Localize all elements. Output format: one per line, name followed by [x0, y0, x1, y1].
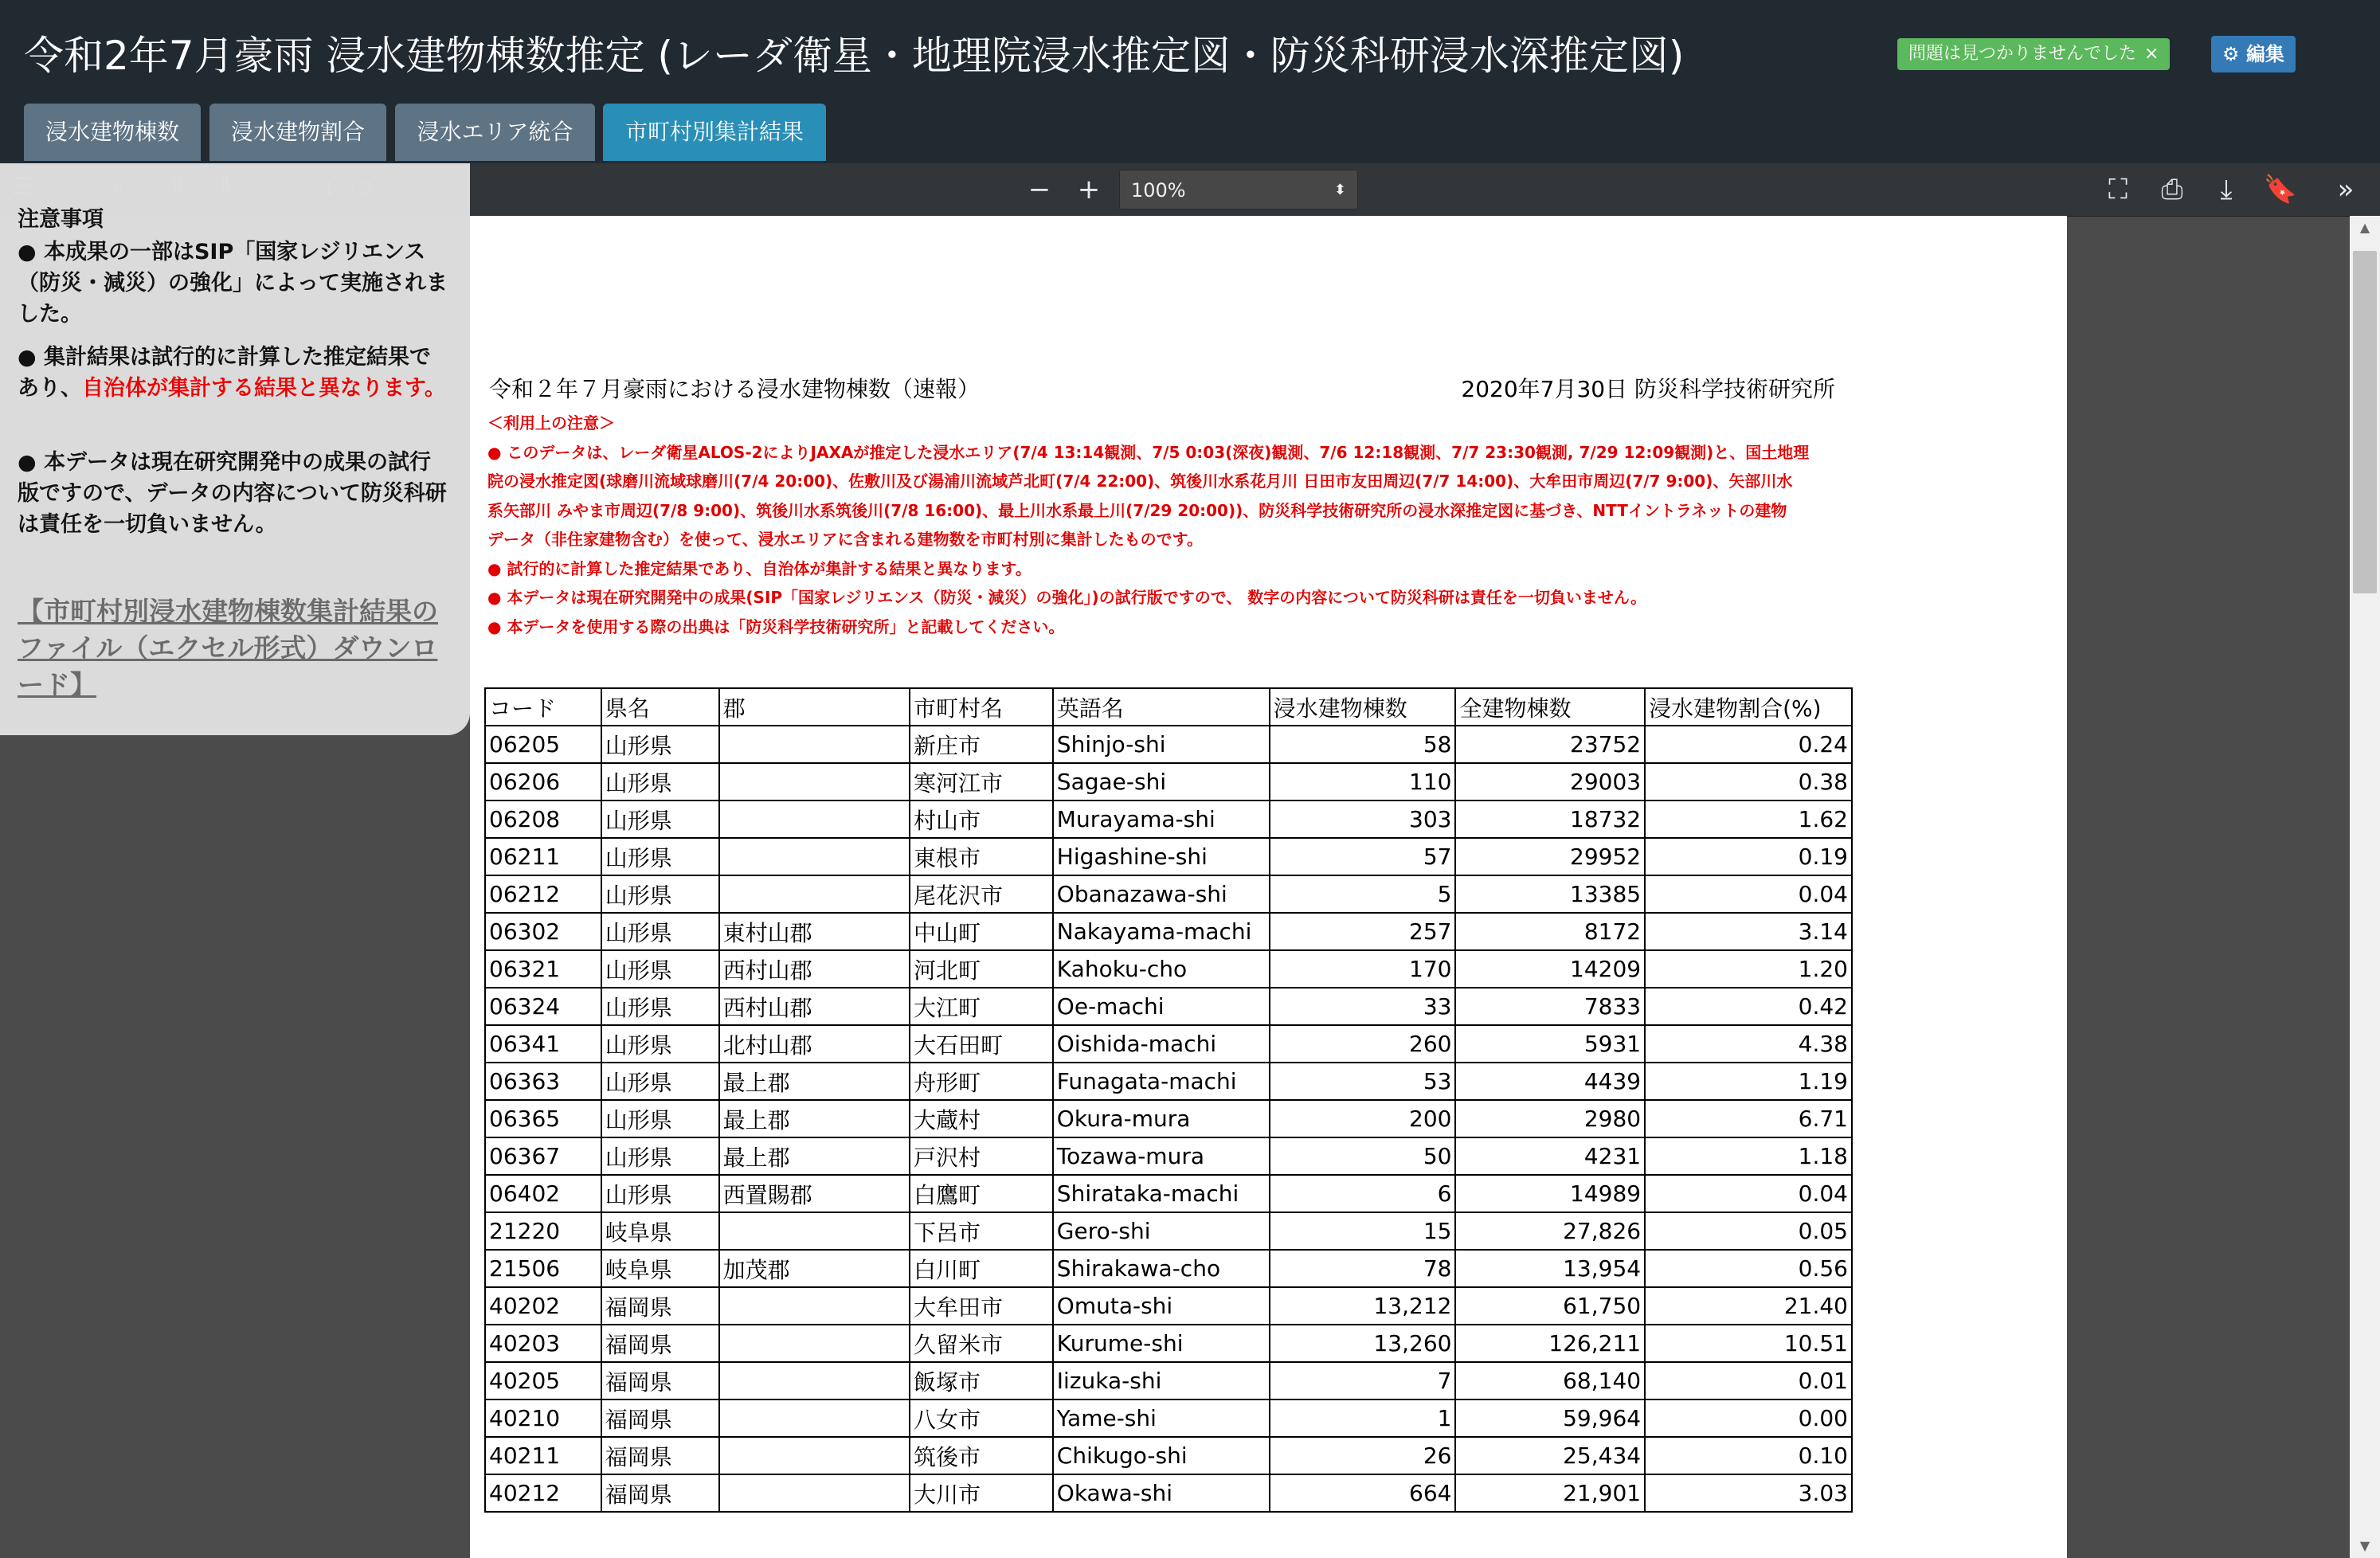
cell-flooded-count: 260 — [1270, 1025, 1456, 1063]
cell-municipality: 下呂市 — [910, 1212, 1053, 1250]
cell-flooded-count: 664 — [1270, 1474, 1456, 1512]
cell-prefecture: 山形県 — [601, 838, 719, 875]
cell-code: 06367 — [485, 1137, 601, 1175]
notice-item-2 — [18, 342, 448, 404]
cell-code: 06341 — [485, 1025, 601, 1063]
cell-flooded-count: 26 — [1270, 1437, 1456, 1474]
cell-flooded-count: 53 — [1270, 1063, 1456, 1100]
cell-municipality: 東根市 — [910, 838, 1053, 875]
cell-district — [719, 1287, 910, 1325]
gear-icon: ⚙ — [2222, 43, 2240, 65]
cell-district — [719, 1325, 910, 1362]
cell-english-name: Gero-shi — [1053, 1212, 1270, 1250]
cell-english-name: Kurume-shi — [1053, 1325, 1270, 1362]
column-header: 浸水建物割合(%) — [1645, 688, 1852, 726]
fullscreen-icon[interactable]: ⛶ — [2108, 174, 2128, 206]
cell-flooded-ratio: 1.20 — [1645, 950, 1852, 988]
cell-district: 東村山郡 — [719, 913, 910, 950]
cell-flooded-count: 13,212 — [1270, 1287, 1456, 1325]
document-title: 令和２年７月豪雨における浸水建物棟数（速報） — [489, 376, 981, 402]
cell-flooded-count: 13,260 — [1270, 1325, 1456, 1362]
cell-prefecture: 山形県 — [601, 950, 719, 988]
cell-english-name: Funagata-machi — [1053, 1063, 1270, 1100]
cell-total-count: 8172 — [1455, 913, 1645, 950]
scroll-up-icon[interactable]: ▲ — [2359, 220, 2370, 235]
cell-code: 06212 — [485, 875, 601, 913]
cell-district: 西村山郡 — [719, 988, 910, 1025]
cell-flooded-ratio: 3.14 — [1645, 913, 1852, 950]
excel-download-link[interactable]: 【市町村別浸水建物棟数集計結果のファイル（エクセル形式）ダウンロード】 — [18, 596, 438, 700]
pdf-page — [470, 216, 2067, 1558]
cell-prefecture: 福岡県 — [601, 1325, 719, 1362]
cell-flooded-ratio: 0.04 — [1645, 1175, 1852, 1212]
cell-municipality: 八女市 — [910, 1399, 1053, 1437]
cell-code: 06302 — [485, 913, 601, 950]
cell-municipality: 筑後市 — [910, 1437, 1053, 1474]
cell-prefecture: 岐阜県 — [601, 1250, 719, 1287]
cell-total-count: 68,140 — [1455, 1362, 1645, 1399]
document-date-org: 2020年7月30日 防災科学技術研究所 — [1461, 376, 1835, 402]
table-header-row — [485, 688, 1852, 726]
cell-english-name: Shirakawa-cho — [1053, 1250, 1270, 1287]
cell-district: 西村山郡 — [719, 950, 910, 988]
table-row — [485, 1175, 1852, 1212]
close-icon[interactable]: × — [2144, 44, 2159, 64]
cell-code: 21506 — [485, 1250, 601, 1287]
table-row — [485, 726, 1852, 763]
cell-prefecture: 山形県 — [601, 875, 719, 913]
cell-code: 40202 — [485, 1287, 601, 1325]
notice-item-1: ● 本成果の一部はSIP「国家レジリエンス（防災・減災）の強化」によって実施されました。 — [18, 240, 448, 327]
cell-district — [719, 726, 910, 763]
zoom-select[interactable] — [1119, 170, 1358, 209]
cell-prefecture: 山形県 — [601, 1100, 719, 1137]
cell-total-count: 14209 — [1455, 950, 1645, 988]
notice-item-2-text: ● 集計結果は試行的に計算した推定結果であり、 — [18, 345, 431, 401]
cell-prefecture: 山形県 — [601, 763, 719, 801]
status-badge — [1897, 38, 2170, 70]
app-header — [0, 0, 2380, 163]
cell-prefecture: 福岡県 — [601, 1287, 719, 1325]
cell-flooded-ratio: 0.24 — [1645, 726, 1852, 763]
status-badge-label: 問題は見つかりませんでした — [1908, 44, 2137, 64]
usage-note-1-cont: データ（非住家建物含む）を使って、浸水エリアに含まれる建物数を市町村別に集計したものです。 — [487, 530, 1203, 549]
table-row — [485, 875, 1852, 913]
cell-code: 06205 — [485, 726, 601, 763]
cell-flooded-ratio: 21.40 — [1645, 1287, 1852, 1325]
cell-flooded-ratio: 1.18 — [1645, 1137, 1852, 1175]
cell-total-count: 13,954 — [1455, 1250, 1645, 1287]
cell-prefecture: 福岡県 — [601, 1474, 719, 1512]
cell-flooded-count: 33 — [1270, 988, 1456, 1025]
usage-notes — [487, 409, 1857, 641]
cell-english-name: Murayama-shi — [1053, 801, 1270, 838]
notice-item-3: ● 本データは現在研究開発中の成果の試行版ですので、データの内容について防災科研は責任を一切負いません。 — [18, 450, 447, 537]
cell-flooded-count: 257 — [1270, 913, 1456, 950]
chevron-updown-icon: ⬍ — [1333, 182, 1346, 198]
cell-prefecture: 山形県 — [601, 1175, 719, 1212]
cell-english-name: Shirataka-machi — [1053, 1175, 1270, 1212]
cell-code: 06365 — [485, 1100, 601, 1137]
cell-flooded-ratio: 0.01 — [1645, 1362, 1852, 1399]
cell-flooded-ratio: 0.42 — [1645, 988, 1852, 1025]
cell-municipality: 大牟田市 — [910, 1287, 1053, 1325]
table-row — [485, 1100, 1852, 1137]
edit-button-label: 編集 — [2245, 43, 2284, 65]
cell-english-name: Tozawa-mura — [1053, 1137, 1270, 1175]
cell-municipality: 白川町 — [910, 1250, 1053, 1287]
cell-flooded-ratio: 1.62 — [1645, 801, 1852, 838]
table-row — [485, 988, 1852, 1025]
cell-prefecture: 山形県 — [601, 1137, 719, 1175]
cell-english-name: Obanazawa-shi — [1053, 875, 1270, 913]
cell-flooded-ratio: 0.04 — [1645, 875, 1852, 913]
cell-municipality: 寒河江市 — [910, 763, 1053, 801]
print-icon[interactable]: ⎙ — [2161, 174, 2183, 206]
cell-english-name: Omuta-shi — [1053, 1287, 1270, 1325]
cell-district — [719, 801, 910, 838]
usage-note-4: ● 本データを使用する際の出典は「防災科学技術研究所」と記載してください。 — [487, 617, 1065, 636]
cell-total-count: 4231 — [1455, 1137, 1645, 1175]
cell-code: 40203 — [485, 1325, 601, 1362]
table-row — [485, 838, 1852, 875]
cell-district — [719, 1362, 910, 1399]
bookmark-icon[interactable]: 🔖 — [2263, 174, 2298, 206]
column-header: 浸水建物棟数 — [1270, 688, 1456, 726]
cell-code: 06363 — [485, 1063, 601, 1100]
cell-flooded-ratio: 0.38 — [1645, 763, 1852, 801]
cell-flooded-ratio: 1.19 — [1645, 1063, 1852, 1100]
tab-municipal-results[interactable]: 市町村別集計結果 — [603, 104, 826, 161]
usage-note-1-cont: 院の浸水推定図(球磨川流域球磨川(7/4 20:00)、佐敷川及び湯浦川流域芦北町(7/4 22:00)、筑後川水系花月川 日田市友田周辺(7/7 14:00)、大牟田市周辺(7/7 9:00)、矢部川水 — [487, 472, 1793, 491]
column-header: 全建物棟数 — [1455, 688, 1645, 726]
cell-district — [719, 1474, 910, 1512]
table-row — [485, 1212, 1852, 1250]
column-header: コード — [485, 688, 601, 726]
zoom-out-button[interactable]: − — [1028, 174, 1051, 206]
cell-english-name: Higashine-shi — [1053, 838, 1270, 875]
cell-district: 加茂郡 — [719, 1250, 910, 1287]
cell-municipality: 白鷹町 — [910, 1175, 1053, 1212]
cell-english-name: Nakayama-machi — [1053, 913, 1270, 950]
cell-district: 最上郡 — [719, 1063, 910, 1100]
tab-flooded-buildings[interactable]: 浸水建物棟数 — [24, 104, 201, 161]
usage-note-2: ● 試行的に計算した推定結果であり、自治体が集計する結果と異なります。 — [487, 558, 1031, 578]
notice-item-2-highlight: 自治体が集計する結果と異なります。 — [82, 376, 446, 401]
cell-district: 最上郡 — [719, 1100, 910, 1137]
cell-municipality: 飯塚市 — [910, 1362, 1053, 1399]
results-table — [484, 687, 1853, 1513]
cell-english-name: Oe-machi — [1053, 988, 1270, 1025]
cell-prefecture: 山形県 — [601, 726, 719, 763]
cell-english-name: Shinjo-shi — [1053, 726, 1270, 763]
cell-code: 06211 — [485, 838, 601, 875]
cell-flooded-count: 78 — [1270, 1250, 1456, 1287]
cell-municipality: 河北町 — [910, 950, 1053, 988]
cell-english-name: Chikugo-shi — [1053, 1437, 1270, 1474]
cell-code: 40212 — [485, 1474, 601, 1512]
cell-flooded-count: 7 — [1270, 1362, 1456, 1399]
cell-code: 40205 — [485, 1362, 601, 1399]
cell-district: 西置賜郡 — [719, 1175, 910, 1212]
cell-prefecture: 山形県 — [601, 801, 719, 838]
cell-english-name: Iizuka-shi — [1053, 1362, 1270, 1399]
cell-municipality: 大江町 — [910, 988, 1053, 1025]
cell-prefecture: 山形県 — [601, 1025, 719, 1063]
cell-total-count: 14989 — [1455, 1175, 1645, 1212]
cell-flooded-count: 6 — [1270, 1175, 1456, 1212]
cell-english-name: Okura-mura — [1053, 1100, 1270, 1137]
table-row — [485, 1137, 1852, 1175]
cell-total-count: 21,901 — [1455, 1474, 1645, 1512]
tab-flood-area-merged[interactable]: 浸水エリア統合 — [395, 104, 595, 161]
cell-english-name: Yame-shi — [1053, 1399, 1270, 1437]
table-row — [485, 1025, 1852, 1063]
table-row — [485, 1437, 1852, 1474]
cell-code: 06208 — [485, 801, 601, 838]
table-row — [485, 1399, 1852, 1437]
cell-total-count: 5931 — [1455, 1025, 1645, 1063]
column-header: 県名 — [601, 688, 719, 726]
cell-municipality: 戸沢村 — [910, 1137, 1053, 1175]
cell-total-count: 18732 — [1455, 801, 1645, 838]
table-row — [485, 1325, 1852, 1362]
cell-district — [719, 763, 910, 801]
cell-prefecture: 岐阜県 — [601, 1212, 719, 1250]
cell-total-count: 27,826 — [1455, 1212, 1645, 1250]
cell-district — [719, 1437, 910, 1474]
tools-icon[interactable]: » — [2337, 174, 2355, 206]
notice-title: 注意事項 — [18, 207, 104, 232]
cell-code: 21220 — [485, 1212, 601, 1250]
usage-heading: ＜利用上の注意＞ — [487, 413, 615, 433]
cell-flooded-count: 50 — [1270, 1137, 1456, 1175]
tab-flooded-ratio[interactable]: 浸水建物割合 — [209, 104, 386, 161]
cell-flooded-count: 5 — [1270, 875, 1456, 913]
cell-municipality: 舟形町 — [910, 1063, 1053, 1100]
cell-total-count: 61,750 — [1455, 1287, 1645, 1325]
cell-flooded-count: 303 — [1270, 801, 1456, 838]
cell-district: 北村山郡 — [719, 1025, 910, 1063]
cell-code: 06324 — [485, 988, 601, 1025]
cell-municipality: 大川市 — [910, 1474, 1053, 1512]
scrollbar-thumb[interactable] — [2353, 251, 2377, 593]
zoom-select-value: 100% — [1131, 179, 1186, 202]
column-header: 市町村名 — [910, 688, 1053, 726]
cell-flooded-ratio: 0.00 — [1645, 1399, 1852, 1437]
table-row — [485, 801, 1852, 838]
table-row — [485, 913, 1852, 950]
cell-prefecture: 福岡県 — [601, 1399, 719, 1437]
cell-district — [719, 838, 910, 875]
cell-total-count: 4439 — [1455, 1063, 1645, 1100]
cell-flooded-ratio: 0.19 — [1645, 838, 1852, 875]
cell-prefecture: 山形県 — [601, 1063, 719, 1100]
cell-municipality: 大蔵村 — [910, 1100, 1053, 1137]
cell-total-count: 25,434 — [1455, 1437, 1645, 1474]
page-title: 令和2年7月豪雨 浸水建物棟数推定 (レーダ衛星・地理院浸水推定図・防災科研浸水深推定図) — [24, 33, 1685, 79]
cell-code: 06321 — [485, 950, 601, 988]
cell-flooded-count: 170 — [1270, 950, 1456, 988]
cell-municipality: 久留米市 — [910, 1325, 1053, 1362]
cell-municipality: 中山町 — [910, 913, 1053, 950]
scroll-down-icon[interactable]: ▼ — [2359, 1538, 2370, 1553]
cell-flooded-ratio: 0.56 — [1645, 1250, 1852, 1287]
cell-flooded-count: 58 — [1270, 726, 1456, 763]
cell-total-count: 2980 — [1455, 1100, 1645, 1137]
table-row — [485, 1287, 1852, 1325]
cell-prefecture: 山形県 — [601, 913, 719, 950]
table-row — [485, 1362, 1852, 1399]
cell-english-name: Oishida-machi — [1053, 1025, 1270, 1063]
cell-code: 40211 — [485, 1437, 601, 1474]
table-row — [485, 1474, 1852, 1512]
cell-flooded-count: 57 — [1270, 838, 1456, 875]
cell-flooded-ratio: 3.03 — [1645, 1474, 1852, 1512]
usage-note-1: ● このデータは、レーダ衛星ALOS-2によりJAXAが推定した浸水エリア(7/4 13:14観測、7/5 0:03(深夜)観測、7/6 12:18観測、7/7 23:30観測, 7/29 12:09観測)と、国土地理 — [487, 442, 1810, 462]
cell-code: 40210 — [485, 1399, 601, 1437]
cell-district — [719, 1212, 910, 1250]
cell-municipality: 尾花沢市 — [910, 875, 1053, 913]
cell-flooded-ratio: 4.38 — [1645, 1025, 1852, 1063]
zoom-in-button[interactable]: + — [1077, 174, 1101, 206]
column-header: 英語名 — [1053, 688, 1270, 726]
cell-english-name: Kahoku-cho — [1053, 950, 1270, 988]
cell-municipality: 大石田町 — [910, 1025, 1053, 1063]
edit-button[interactable] — [2211, 36, 2296, 72]
cell-code: 06206 — [485, 763, 601, 801]
cell-prefecture: 山形県 — [601, 988, 719, 1025]
cell-total-count: 59,964 — [1455, 1399, 1645, 1437]
cell-total-count: 126,211 — [1455, 1325, 1645, 1362]
cell-total-count: 13385 — [1455, 875, 1645, 913]
cell-prefecture: 福岡県 — [601, 1362, 719, 1399]
cell-flooded-count: 1 — [1270, 1399, 1456, 1437]
cell-total-count: 23752 — [1455, 726, 1645, 763]
usage-note-3: ● 本データは現在研究開発中の成果(SIP「国家レジリエンス（防災・減災）の強化」)の試行版ですので、 数字の内容について防災科研は責任を一切負いません。 — [487, 588, 1647, 607]
cell-prefecture: 福岡県 — [601, 1437, 719, 1474]
cell-english-name: Sagae-shi — [1053, 763, 1270, 801]
cell-flooded-ratio: 10.51 — [1645, 1325, 1852, 1362]
table-row — [485, 1063, 1852, 1100]
cell-total-count: 7833 — [1455, 988, 1645, 1025]
cell-district — [719, 1399, 910, 1437]
download-icon[interactable]: ⤓ — [2220, 174, 2233, 206]
cell-flooded-count: 110 — [1270, 763, 1456, 801]
cell-district — [719, 875, 910, 913]
table-row — [485, 950, 1852, 988]
cell-english-name: Okawa-shi — [1053, 1474, 1270, 1512]
usage-note-1-cont: 系矢部川 みやま市周辺(7/8 9:00)、筑後川水系筑後川(7/8 16:00)、最上川水系最上川(7/29 20:00))、防災科学技術研究所の浸水深推定図に基づき、NTTイントラネットの建物 — [487, 500, 1787, 520]
column-header: 郡 — [719, 688, 910, 726]
table-row — [485, 1250, 1852, 1287]
cell-flooded-ratio: 6.71 — [1645, 1100, 1852, 1137]
cell-flooded-ratio: 0.05 — [1645, 1212, 1852, 1250]
cell-total-count: 29003 — [1455, 763, 1645, 801]
cell-flooded-count: 15 — [1270, 1212, 1456, 1250]
cell-total-count: 29952 — [1455, 838, 1645, 875]
cell-district: 最上郡 — [719, 1137, 910, 1175]
cell-code: 06402 — [485, 1175, 601, 1212]
cell-municipality: 新庄市 — [910, 726, 1053, 763]
cell-flooded-count: 200 — [1270, 1100, 1456, 1137]
cell-flooded-ratio: 0.10 — [1645, 1437, 1852, 1474]
table-row — [485, 763, 1852, 801]
notice-panel — [0, 163, 470, 735]
cell-municipality: 村山市 — [910, 801, 1053, 838]
